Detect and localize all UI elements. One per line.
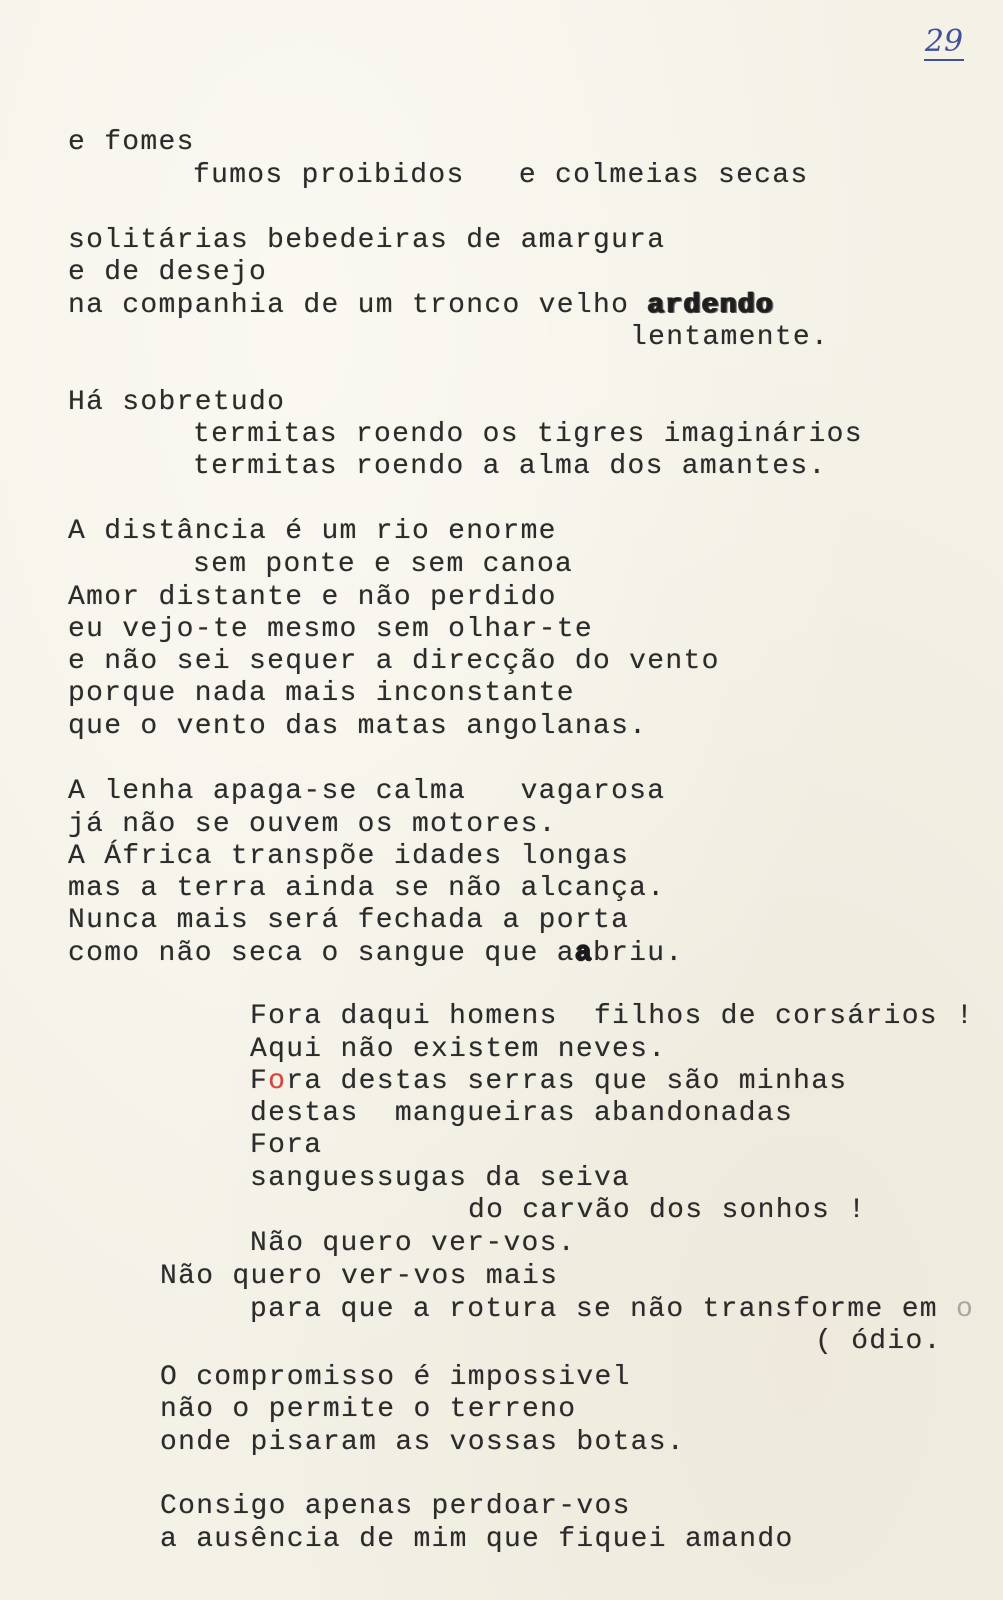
poem-line: O compromisso é impossivel bbox=[160, 1362, 631, 1393]
poem-line: fumos proibidos e colmeias secas bbox=[193, 160, 809, 191]
poem-line: Consigo apenas perdoar-vos bbox=[160, 1491, 631, 1522]
poem-line: ( ódio. bbox=[815, 1326, 942, 1357]
line-text: na companhia de um tronco velho bbox=[68, 290, 630, 321]
poem-line: Fora bbox=[250, 1130, 323, 1161]
poem-line: termitas roendo a alma dos amantes. bbox=[193, 451, 827, 482]
poem-line: não o permite o terreno bbox=[160, 1394, 577, 1425]
poem-line: e fomes bbox=[68, 127, 195, 158]
poem-line: Fora daqui homens filhos de corsários ! bbox=[250, 1001, 975, 1032]
poem-line: mas a terra ainda se não alcança. bbox=[68, 873, 666, 904]
poem-line: Não quero ver-vos. bbox=[250, 1228, 576, 1259]
poem-line: e de desejo bbox=[68, 257, 268, 288]
poem-line: do carvão dos sonhos ! bbox=[468, 1195, 867, 1226]
poem-line: a ausência de mim que fiquei amando bbox=[160, 1524, 794, 1555]
line-text: ra destas serras que são minhas bbox=[286, 1066, 848, 1097]
red-ink-letter: o bbox=[268, 1066, 287, 1097]
line-text: F bbox=[250, 1066, 269, 1097]
poem-line bbox=[68, 290, 774, 322]
handwritten-page-number: 29 bbox=[924, 24, 964, 59]
line-text: briu. bbox=[593, 938, 684, 969]
poem-line bbox=[250, 1294, 974, 1326]
poem-line: Aqui não existem neves. bbox=[250, 1034, 667, 1065]
overtyped-letter: a bbox=[574, 938, 593, 969]
poem-line: já não se ouvem os motores. bbox=[68, 809, 557, 840]
poem-line: Há sobretudo bbox=[68, 387, 286, 418]
overtyped-word: ardendo bbox=[647, 290, 775, 321]
poem-line: A África transpõe idades longas bbox=[68, 841, 630, 872]
poem-line: lentamente. bbox=[630, 322, 830, 353]
poem-line bbox=[250, 1066, 847, 1098]
poem-line: termitas roendo os tigres imaginários bbox=[193, 419, 863, 450]
line-text: para que a rotura se não transforme em bbox=[250, 1294, 938, 1325]
faded-letter: o bbox=[956, 1294, 975, 1325]
poem-line: A distância é um rio enorme bbox=[68, 516, 557, 547]
poem-line: que o vento das matas angolanas. bbox=[68, 711, 648, 742]
poem-line: sanguessugas da seiva bbox=[250, 1163, 631, 1194]
poem-line: A lenha apaga-se calma vagarosa bbox=[68, 776, 666, 807]
poem-line: solitárias bebedeiras de amargura bbox=[68, 225, 666, 256]
poem-line: Não quero ver-vos mais bbox=[160, 1261, 559, 1292]
poem-line bbox=[68, 938, 684, 970]
poem-line: destas mangueiras abandonadas bbox=[250, 1098, 794, 1129]
poem-line: porque nada mais inconstante bbox=[68, 678, 575, 709]
line-text: como não seca o sangue que a bbox=[68, 938, 575, 969]
poem-line: e não sei sequer a direcção do vento bbox=[68, 646, 720, 677]
poem-line: onde pisaram as vossas botas. bbox=[160, 1427, 685, 1458]
poem-line: Amor distante e não perdido bbox=[68, 582, 557, 613]
poem-line: Nunca mais será fechada a porta bbox=[68, 905, 630, 936]
poem-line: eu vejo-te mesmo sem olhar-te bbox=[68, 614, 593, 645]
poem-line: sem ponte e sem canoa bbox=[193, 549, 574, 580]
